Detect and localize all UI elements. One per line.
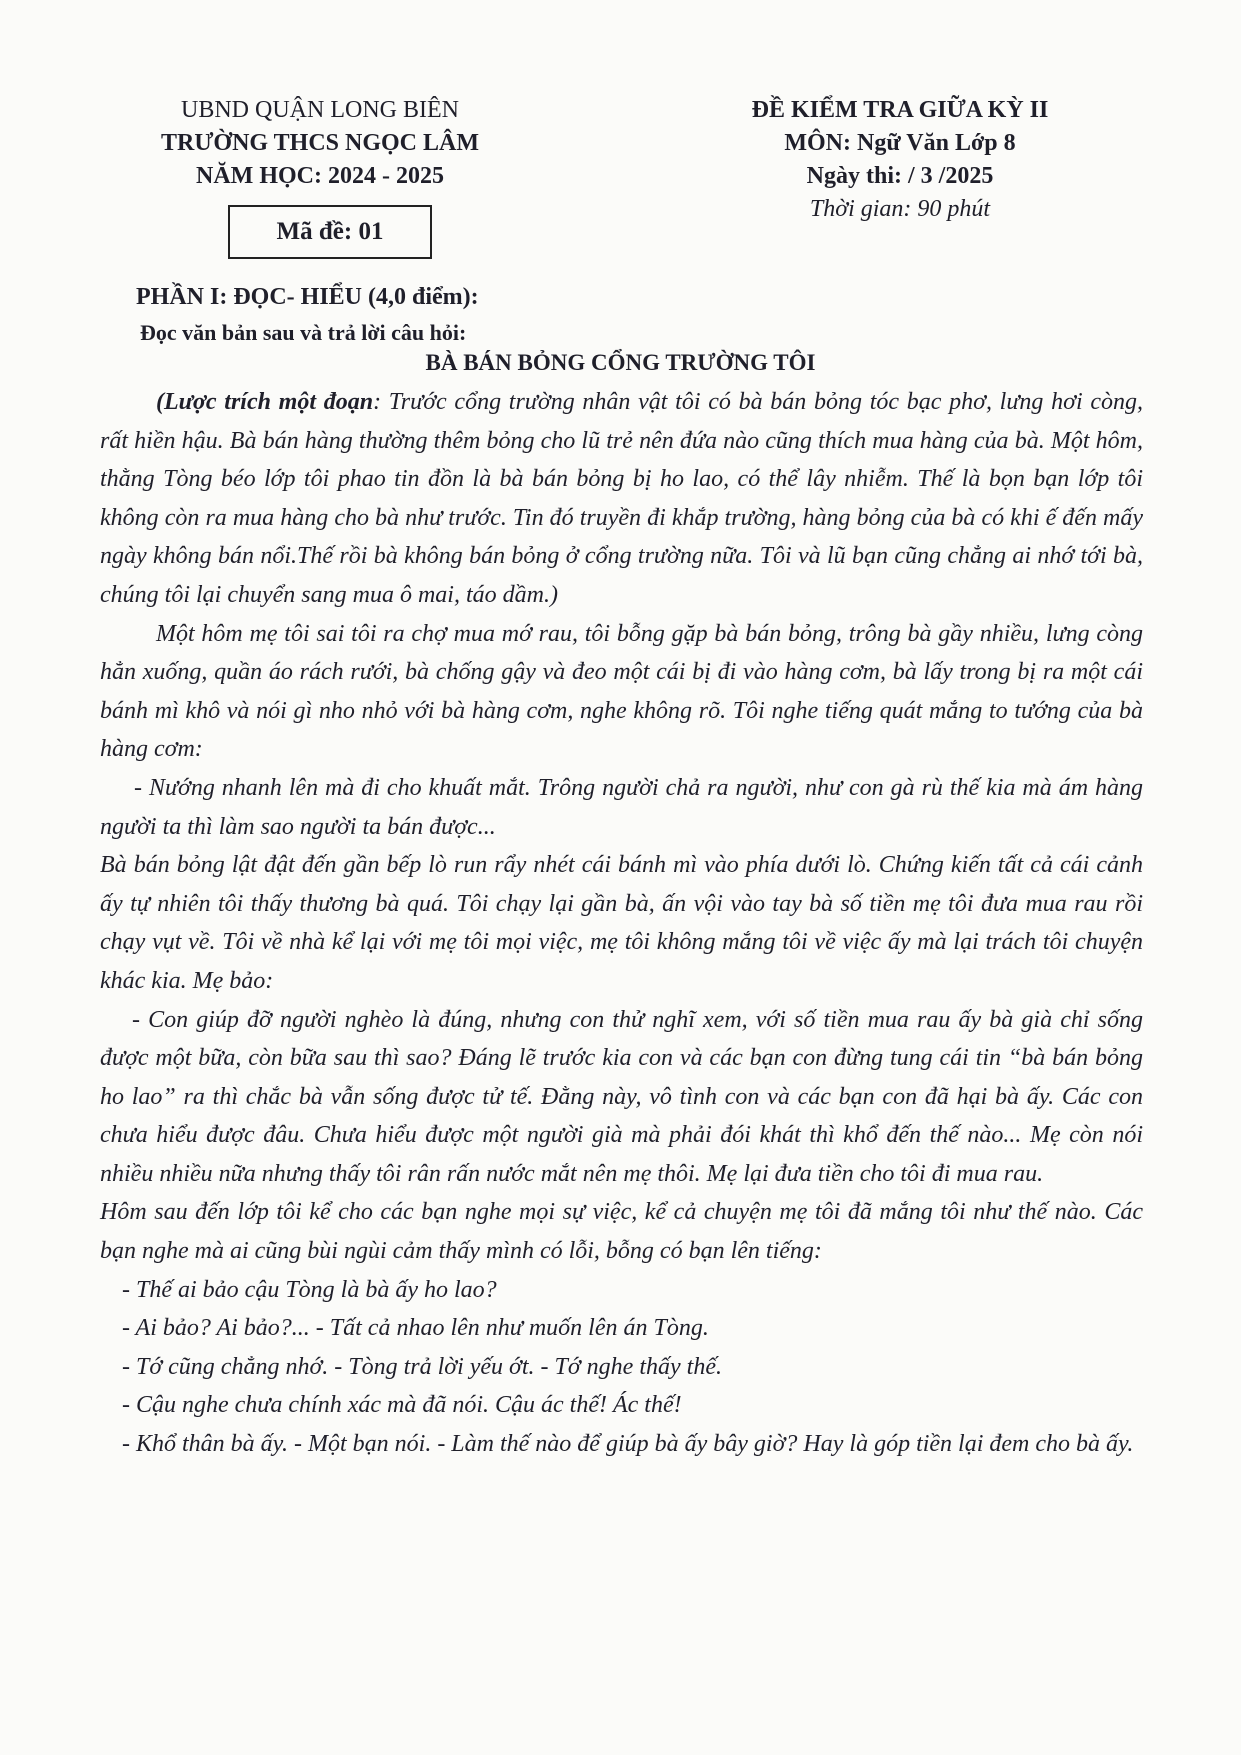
exam-subject: MÔN: Ngữ Văn Lớp 8 <box>784 130 1016 156</box>
school-name: TRƯỜNG THCS NGỌC LÂM <box>160 130 480 156</box>
exam-date: Ngày thi: / 3 /2025 <box>806 163 994 189</box>
story-paragraph: - Ai bảo? Ai bảo?... - Tất cả nhao lên như muốn lên án Tòng. <box>122 1315 709 1342</box>
exam-title: ĐỀ KIỂM TRA GIỮA KỲ II <box>751 97 1049 123</box>
reading-instruction: Đọc văn bản sau và trả lời câu hỏi: <box>140 320 467 345</box>
story-summary <box>100 383 1143 615</box>
story-paragraph: - Cậu nghe chưa chính xác mà đã nói. Cậu ác thế! Ác thế! <box>122 1392 682 1419</box>
story-paragraph: Bà bán bỏng lật đật đến gần bếp lò run rẩy nhét cái bánh mì vào phía dưới lò. Chứng kiến tất cả cái cảnh ấy tự nhiên tôi thấy thương bà quá. Tôi chạy lại gần bà, ấn vội vào tay bà số tiền mẹ tôi đưa mua rau rồi chạy vụt về. Tôi về nhà kể lại với mẹ tôi mọi việc, mẹ tôi không mắng tôi về việc ấy mà lại trách tôi chuyện khác kia. Mẹ bảo: <box>100 852 1143 994</box>
summary-lead: (Lược trích một đoạn <box>156 389 374 415</box>
story-paragraph: Một hôm mẹ tôi sai tôi ra chợ mua mớ rau, tôi bỗng gặp bà bán bỏng, trông bà gầy nhiều, lưng còng hẳn xuống, quần áo rách rưới, bà chống gậy và đeo một cái bị đi vào hàng cơm, bà lấy trong bị ra một cái bánh mì khô và nói gì nho nhỏ với bà hàng cơm, nghe không rõ. Tôi nghe tiếng quát mắng to tướng của bà hàng cơm: <box>100 620 1143 763</box>
story-title: BÀ BÁN BỎNG CỔNG TRƯỜNG TÔI <box>425 350 816 375</box>
story-paragraph: - Khổ thân bà ấy. - Một bạn nói. - Làm thế nào để giúp bà ấy bây giờ? Hay là góp tiền lại đem cho bà ấy. <box>122 1431 1134 1458</box>
exam-header <box>700 94 1100 226</box>
section-heading: PHẦN I: ĐỌC- HIỂU (4,0 điểm): <box>136 284 479 310</box>
story-paragraph: - Con giúp đỡ người nghèo là đúng, nhưng con thử nghĩ xem, với số tiền mua rau ấy bà già chỉ sống được một bữa, còn bữa sau thì sao? Đáng lẽ trước kia con và các bạn con đừng tung cái tin “bà bán bỏng ho lao” ra thì chắc bà vẫn sống được tử tế. Đằng này, vô tình con và các bạn con đã hại bà ấy. Các con chưa hiểu được đâu. Chưa hiểu được một người già mà phải đói khát thì khổ đến thế nào... Mẹ còn nói nhiều nhiều nữa nhưng thấy tôi rân rấn nước mắt nên mẹ thôi. Mẹ lại đưa tiền cho tôi đi mua rau. <box>100 1006 1143 1187</box>
story-paragraph: Hôm sau đến lớp tôi kể cho các bạn nghe mọi sự việc, kể cả chuyện mẹ tôi đã mắng tôi như thế nào. Các bạn nghe mà ai cũng bùi ngùi cảm thấy mình có lỗi, bỗng có bạn lên tiếng: <box>100 1199 1143 1265</box>
school-header <box>150 94 490 193</box>
exam-code-box: Mã đề: 01 <box>228 205 432 259</box>
summary-text: : Trước cổng trường nhân vật tôi có bà bán bỏng tóc bạc phơ, lưng hơi còng, rất hiền hậu. Bà bán hàng thường thêm bỏng cho lũ trẻ nên đứa nào cũng thích mua hàng của bà. Một hôm, thằng Tòng béo lớp tôi phao tin đồn là bà bán bỏng bị ho lao, có thể lây nhiễm. Thế là bọn bạn lớp tôi không còn ra mua hàng cho bà như trước. Tin đó truyền đi khắp trường, hàng bỏng của bà có khi ế đến mấy ngày không bán nổi.Thế rồi bà không bán bỏng ở cổng trường nữa. Tôi và lũ bạn cũng chẳng ai nhớ tới bà, chúng tôi lại chuyển sang mua ô mai, táo dầm.) <box>100 389 1143 608</box>
exam-duration: Thời gian: 90 phút <box>809 196 991 222</box>
story-text <box>100 383 1143 1464</box>
story-paragraph: - Nướng nhanh lên mà đi cho khuất mắt. Trông người chả ra người, như con gà rù thế kia mà ám hàng người ta thì làm sao người ta bán được... <box>100 774 1143 840</box>
story-paragraph: - Thế ai bảo cậu Tòng là bà ấy ho lao? <box>122 1276 497 1303</box>
district-name: UBND QUẬN LONG BIÊN <box>181 97 459 123</box>
school-year: NĂM HỌC: 2024 - 2025 <box>196 163 444 189</box>
story-paragraph: - Tớ cũng chẳng nhớ. - Tòng trả lời yếu ớt. - Tớ nghe thấy thế. <box>122 1353 722 1380</box>
